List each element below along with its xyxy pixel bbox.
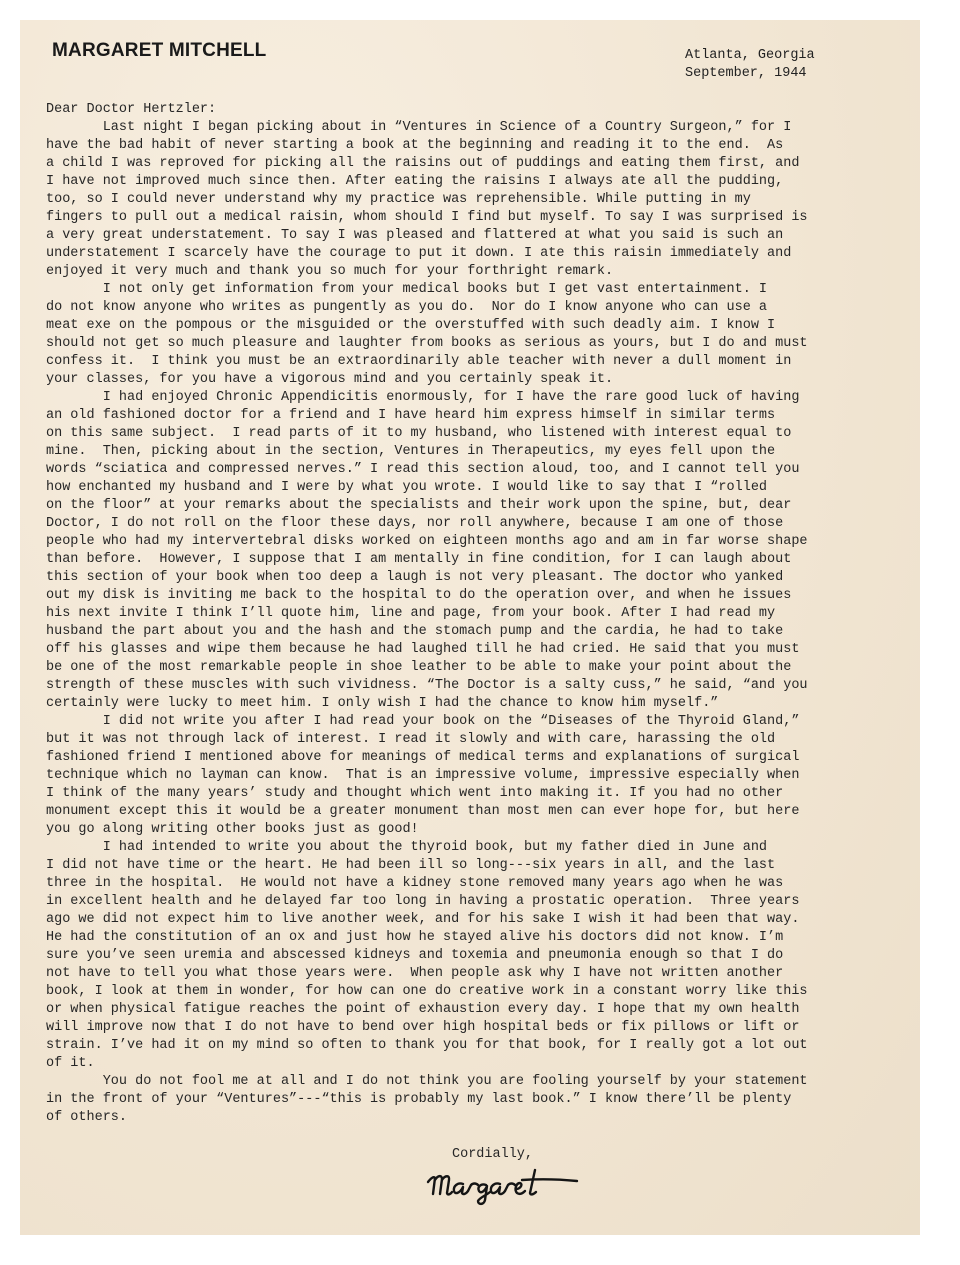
letter-line: not have to tell you what those years were. When people ask why I have not written another <box>46 966 784 981</box>
letter-line: out my disk is inviting me back to the hospital to do the operation over, and when he issues <box>46 588 792 603</box>
letterhead: MARGARET MITCHELL <box>52 40 267 61</box>
letter-line: understatement I scarcely have the courage to put it down. I ate this raisin immediately and <box>46 246 792 261</box>
letter-line: I have not improved much since then. After eating the raisins I always ate all the pudding, <box>46 174 784 189</box>
letter-line: Doctor, I do not roll on the floor these days, nor roll anywhere, because I am one of those <box>46 516 784 531</box>
letter-line: He had the constitution of an ox and just how he stayed alive his doctors did not know. I’m <box>46 930 784 945</box>
letter-line: a child I was reproved for picking all the raisins out of puddings and eating them first, and <box>46 156 800 171</box>
letter-line: I had enjoyed Chronic Appendicitis enormously, for I have the rare good luck of having <box>46 390 800 405</box>
letter-line: confess it. I think you must be an extraordinarily able teacher with never a dull moment in <box>46 354 792 369</box>
letter-line: how enchanted my husband and I were by what you wrote. I would like to say that I “rolled <box>46 480 768 495</box>
letter-line: or when physical fatigue reaches the point of exhaustion every day. I hope that my own health <box>46 1002 800 1017</box>
letter-line: have the bad habit of never starting a book at the beginning and reading it to the end. As <box>46 138 784 153</box>
dateline-date: September, 1944 <box>685 66 807 81</box>
letter-line: strength of these muscles with such vividness. “The Doctor is a salty cuss,” he said, “and you <box>46 678 808 693</box>
letter-line: mine. Then, picking about in the section, Ventures in Therapeutics, my eyes fell upon the <box>46 444 776 459</box>
letter-line: on the floor” at your remarks about the specialists and their work upon the spine, but, dear <box>46 498 792 513</box>
letter-line: this section of your book when too deep a laugh is not very pleasant. The doctor who yanked <box>46 570 784 585</box>
letter-line: people who had my intervertebral disks worked on eighteen months ago and am in far worse shape <box>46 534 808 549</box>
letter-line: should not get so much pleasure and laughter from books as serious as yours, but I do and must <box>46 336 808 351</box>
letter-line: You do not fool me at all and I do not think you are fooling yourself by your statement <box>46 1074 808 1089</box>
letter-line: than before. However, I suppose that I am mentally in fine condition, for I can laugh about <box>46 552 792 567</box>
letter-line: I not only get information from your medical books but I get vast entertainment. I <box>46 282 768 297</box>
letter-line: his next invite I think I’ll quote him, line and page, from your book. After I had read my <box>46 606 776 621</box>
letter-line: certainly were lucky to meet him. I only wish I had the chance to know him myself.” <box>46 696 719 711</box>
letter-line: technique which no layman can know. That is an impressive volume, impressive especially when <box>46 768 800 783</box>
letter-line: off his glasses and wipe them because he had laughed till he had cried. He said that you must <box>46 642 800 657</box>
letter-line: a very great understatement. To say I was pleased and flattered at what you said is such an <box>46 228 784 243</box>
letter-line: fingers to pull out a medical raisin, whom should I find but myself. To say I was surprised is <box>46 210 808 225</box>
letter-line: book, I look at them in wonder, for how can one do creative work in a constant worry like this <box>46 984 808 999</box>
letter-line: words “sciatica and compressed nerves.” I read this section aloud, too, and I cannot tell you <box>46 462 800 477</box>
dateline <box>685 47 815 83</box>
letter-line: enjoyed it very much and thank you so much for your forthright remark. <box>46 264 614 279</box>
letter-line: strain. I’ve had it on my mind so often to thank you for that book, for I really got a lot out <box>46 1038 808 1053</box>
letter-line: Dear Doctor Hertzler: <box>46 102 217 117</box>
letter-line: I had intended to write you about the thyroid book, but my father died in June and <box>46 840 768 855</box>
letter-line: in the front of your “Ventures”---“this is probably my last book.” I know there’ll be plenty <box>46 1092 792 1107</box>
letter-body <box>46 101 906 1127</box>
letter-line: of others. <box>46 1110 128 1125</box>
letter-line: of it. <box>46 1056 95 1071</box>
letter-line: monument except this it would be a greater monument than most men can ever hope for, but here <box>46 804 800 819</box>
letter-line: fashioned friend I mentioned above for meanings of medical terms and explanations of surgical <box>46 750 800 765</box>
letter-line: too, so I could never understand why my practice was reprehensible. While putting in my <box>46 192 751 207</box>
letter-line: husband the part about you and the hash and the stomach pump and the cardia, he had to take <box>46 624 784 639</box>
signature <box>422 1160 582 1206</box>
closing: Cordially, <box>452 1147 534 1162</box>
letter-line: I think of the many years’ study and thought which went into making it. If you had no other <box>46 786 784 801</box>
letter-line: Last night I began picking about in “Ventures in Science of a Country Surgeon,” for I <box>46 120 792 135</box>
letter-line: sure you’ve seen uremia and abscessed kidneys and toxemia and pneumonia enough so that I do <box>46 948 784 963</box>
letter-line: be one of the most remarkable people in shoe leather to be able to make your point about the <box>46 660 792 675</box>
letter-line: in excellent health and he delayed far too long in having a prostatic operation. Three years <box>46 894 800 909</box>
letter-line: three in the hospital. He would not have a kidney stone removed many years ago when he was <box>46 876 784 891</box>
letter-line: do not know anyone who writes as pungently as you do. Nor do I know anyone who can use a <box>46 300 768 315</box>
letter-line: I did not have time or the heart. He had been ill so long---six years in all, and the last <box>46 858 776 873</box>
letter-line: meat exe on the pompous or the misguided or the overstuffed with such deadly aim. I know I <box>46 318 776 333</box>
letter-line: your classes, for you have a vigorous mind and you certainly speak it. <box>46 372 614 387</box>
letter-line: will improve now that I do not have to bend over high hospital beds or fix pillows or lift or <box>46 1020 800 1035</box>
letter-line: you go along writing other books just as good! <box>46 822 419 837</box>
letter-line: but it was not through lack of interest. I read it slowly and with care, harassing the old <box>46 732 776 747</box>
letter-line: on this same subject. I read parts of it to my husband, who listened with interest equal to <box>46 426 792 441</box>
dateline-place: Atlanta, Georgia <box>685 48 815 63</box>
letter-line: ago we did not expect him to live another week, and for his sake I wish it had been that way. <box>46 912 800 927</box>
letter-line: an old fashioned doctor for a friend and I have heard him express himself in similar terms <box>46 408 776 423</box>
letter-line: I did not write you after I had read your book on the “Diseases of the Thyroid Gland,” <box>46 714 800 729</box>
